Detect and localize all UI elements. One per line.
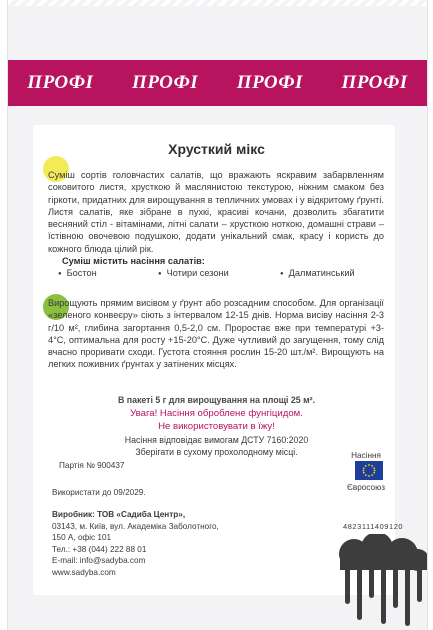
manufacturer-website: www.sadyba.com <box>52 567 116 577</box>
manufacturer-email: E-mail: info@sadyba.com <box>52 556 146 565</box>
eu-flag-icon <box>355 461 383 480</box>
growing-instructions: Вирощують прямим висівом у ґрунт або розсадним способом. Для організації «зеленого конвеєру» сіють з інтервалом 12-15 днів. Норма висіву насіння 2-3 г/10 м², глибина загортання 0,5-2,0 см. Проростає вже при температурі +3-4°С, оптимальна для росту +15-20°С. Дуже чутливий до загущення, тому слід вчасно проривати сходи. Густота стояння рослин 15-20 шт./м². Вирощують на легких поживних ґрунтах у затінених місцях. <box>48 298 384 370</box>
batch-number: Партія № 900437 <box>59 461 125 470</box>
banner-label: ПРОФІ <box>236 72 303 93</box>
manufacturer-office: 150 А, офіс 101 <box>52 533 112 542</box>
product-title: Хрусткий мікс <box>168 141 265 157</box>
manufacturer-address: 03143, м. Київ, вул. Академіка Заболотного, <box>52 521 219 531</box>
eu-label: Євросоюз <box>347 483 385 492</box>
manufacturer-phone: Тел.: +38 (044) 222 88 01 <box>52 544 147 554</box>
expiry-date: Використати до 09/2029. <box>52 488 146 497</box>
fungicide-warning: Увага! Насіння оброблене фунгіцидом. <box>130 408 303 419</box>
standard-compliance: Насіння відповідає вимогам ДСТУ 7160:2020 <box>124 435 309 445</box>
variety-item: ● Бостон <box>58 268 97 278</box>
banner-label: ПРОФІ <box>27 72 94 93</box>
rain-cloud-icon <box>332 534 427 630</box>
variety-list <box>58 268 388 282</box>
packet-weight: В пакеті 5 г для вирощування на площі 25 м². <box>117 395 316 405</box>
variety-item: ● Чотири сезони <box>158 268 229 278</box>
mix-label: Суміш містить насіння салатів: <box>62 256 205 266</box>
banner-label: ПРОФІ <box>341 72 408 93</box>
banner-label: ПРОФІ <box>132 72 199 93</box>
brand-banner <box>8 60 427 106</box>
product-description: Суміш сортів головчастих салатів, що вражають яскравим забарвленням соковитого листя, хрусткою й маслянистою текстурою, ніжним смаком без гіркоти, придатних для вирощування в тепличних умовах і у відкритому ґрунті. Листя салатів, яке зібране в пухкі, красиві кочани, дозволить збагатити весняний стіл - вітамінами, літні салати – хрусткою ноткою, домашні страви – їстівною овочевою подушкою, додати унікальний смак, красу і користь до кожного блюда цілий рік. <box>48 170 384 254</box>
packet-serrated-edge <box>8 0 427 6</box>
barcode-number: 4823111409120 <box>343 522 404 531</box>
not-edible-warning: Не використовувати в їжу! <box>158 421 275 432</box>
storage-instructions: Зберігати в сухому прохолодному місці. <box>135 447 298 457</box>
manufacturer-block <box>52 509 219 578</box>
manufacturer-name: Виробник: ТОВ «Садиба Центр», <box>52 510 186 519</box>
seeds-origin-label: Насіння <box>351 451 381 460</box>
variety-item: ● Далматинський <box>280 268 355 278</box>
